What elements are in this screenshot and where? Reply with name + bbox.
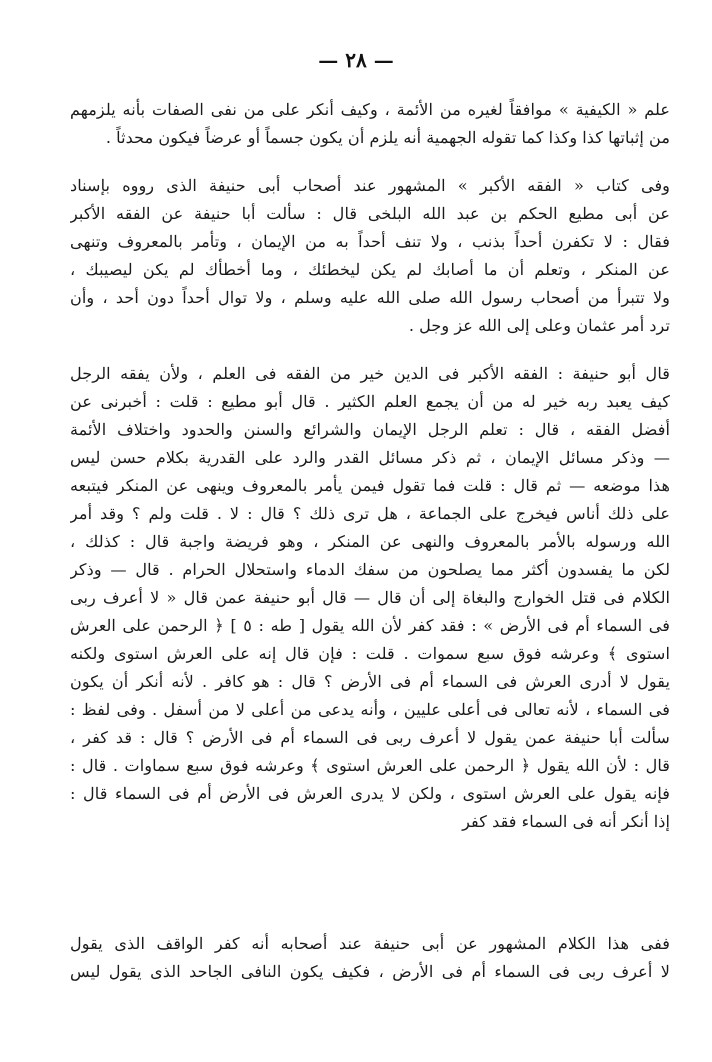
text-line: على ذلك أناس فيخرج على الجماعة ، هل ترى ذلك ؟ قال : لا . قلت ولم ؟ وقد أمر	[70, 504, 670, 523]
text-line: من إثباتها كذا وكذا كما تقوله الجهمية أنه يلزم أن يكون جسماً أو عرضاً فيكون محدثاً .	[105, 128, 670, 147]
page-number: — ٢٨ —	[318, 48, 394, 72]
text-line: ترد أمر عثمان وعلى إلى الله عز وجل .	[408, 316, 670, 335]
text-line: علم « الكيفية » موافقاً لغيره من الأئمة ، وكيف أنكر على من نفى الصفات بأنه يلزمهم	[70, 100, 670, 119]
text-line: فى السماء أم فى الأرض » : فقد كفر لأن الله يقول [ طه : ٥ ] ﴿ الرحمن على العرش	[70, 616, 670, 635]
text-line: ففى هذا الكلام المشهور عن أبى حنيفة عند أصحابه أنه كفر الواقف الذى يقول	[70, 934, 670, 953]
text-line: أفضل الفقه ، قال : تعلم الرجل الإيمان والشرائع والسنن والحدود واختلاف الأئمة	[70, 420, 670, 439]
text-line: فقال : لا تكفرن أحداً بذنب ، ولا تنف أحداً به من الإيمان ، وتأمر بالمعروف وتنهى	[70, 232, 670, 251]
text-line: الله ورسوله بالأمر بالمعروف والنهى عن المنكر ، وهو فريضة واجبة قال : كذلك ،	[70, 532, 670, 551]
text-line: لكن ما يفسدون أكثر مما يصلحون من سفك الدماء واستحلال الحرام . قال — وذكر	[70, 560, 670, 579]
text-line: قال أبو حنيفة : الفقه الأكبر فى الدين خير من الفقه فى العلم ، ولأن يفقه الرجل	[70, 364, 670, 383]
text-line: يقول لا أدرى العرش فى السماء أم فى الأرض ؟ قال : هو كافر . لأنه أنكر أن يكون	[70, 672, 670, 691]
text-line: استوى ﴾ وعرشه فوق سبع سموات . قلت : فإن قال إنه على العرش استوى ولكنه	[70, 644, 670, 663]
text-line: لا أعرف ربى فى السماء أم فى الأرض ، فكيف يكون النافى الجاحد الذى يقول ليس	[70, 962, 670, 981]
text-line: فى السماء ، لأنه تعالى فى أعلى عليين ، وأنه يدعى من أعلى لا من أسفل . وفى لفظ :	[70, 700, 670, 719]
text-line: — وذكر مسائل الإيمان ، ثم ذكر مسائل القدر والرد على القدرية بكلام حسن ليس	[70, 448, 670, 467]
text-line: ولا تتبرأ من أصحاب رسول الله صلى الله عليه وسلم ، ولا توال أحداً دون أحد ، وأن	[70, 288, 670, 307]
text-line: قال : لأن الله يقول ﴿ الرحمن على العرش استوى ﴾ وعرشه فوق سبع سماوات . قال :	[70, 756, 670, 775]
text-line: سألت أبا حنيفة عمن يقول لا أعرف ربى فى السماء أم فى الأرض ؟ قال : قد كفر ،	[70, 728, 670, 747]
text-line: عن المنكر ، وتعلم أن ما أصابك لم يكن ليخطئك ، وما أخطأك لم يكن ليصيبك ،	[70, 260, 670, 279]
text-line: فإنه يقول على العرش استوى ، ولكن لا يدرى العرش فى الأرض أم فى السماء قال :	[70, 784, 670, 803]
text-line: الكلام فى قتل الخوارج والبغاة إلى أن قال — قال أبو حنيفة عمن قال « لا أعرف ربى	[70, 588, 670, 607]
text-line: وفى كتاب « الفقه الأكبر » المشهور عند أصحاب أبى حنيفة الذى رووه بإسناد	[70, 176, 670, 195]
text-line: إذا أنكر أنه فى السماء فقد كفر	[462, 812, 670, 831]
text-line: كيف يعبد ربه خير له من أن يجمع العلم الكثير . قال أبو مطيع : قلت : أخبرنى عن	[70, 392, 670, 411]
text-line: هذا موضعه — ثم قال : قلت فما تقول فيمن يأمر بالمعروف وينهى عن المنكر فيتبعه	[70, 476, 670, 495]
text-line: عن أبى مطيع الحكم بن عبد الله البلخى قال : سألت أبا حنيفة عن الفقه الأكبر	[70, 204, 670, 223]
